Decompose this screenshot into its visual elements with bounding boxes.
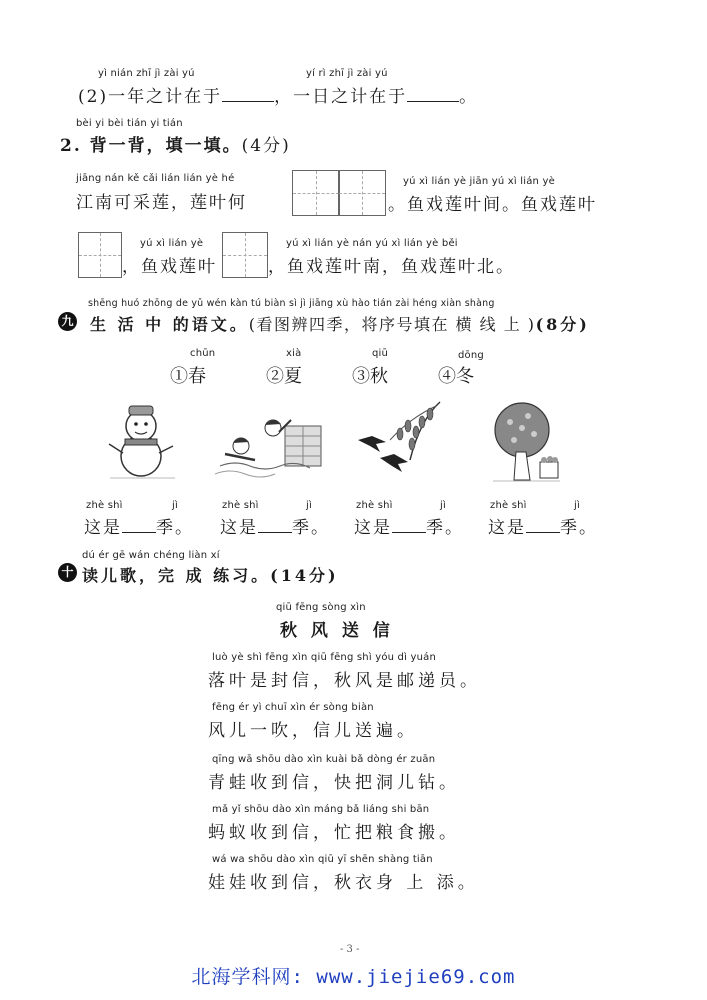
- sec9-pinyin: shēng huó zhōng de yǔ wén kàn tú biàn sì jì jiāng xù hào tián zài héng xiàn shàng: [88, 298, 495, 309]
- poem-line-pinyin: fēng ér yì chuī xìn ér sòng biàn: [212, 702, 374, 713]
- poem-title: 秋 风 送 信: [280, 621, 394, 641]
- answer-text-b: 季。: [560, 518, 598, 538]
- answer-text-a: 这是: [354, 518, 392, 538]
- poem-title-pinyin: qiū fēng sòng xìn: [276, 602, 366, 613]
- sec10-title-line: [82, 563, 339, 586]
- swimming-picture: [215, 412, 325, 482]
- sec10-score: (14分): [270, 566, 339, 585]
- season-pinyin: xià: [286, 348, 302, 359]
- snowman-picture: [105, 398, 180, 483]
- season-blank-3[interactable]: [392, 531, 426, 533]
- sec9-title: 生 活 中 的语文。: [90, 315, 249, 334]
- answer-text-a: 这是: [220, 518, 258, 538]
- q1-blank-a[interactable]: [222, 100, 274, 102]
- season-answer-4: [488, 513, 598, 538]
- q1-text-b: ，一日之计在于: [274, 87, 408, 107]
- answer-pinyin-b: jì: [172, 500, 178, 511]
- q2-title: [60, 131, 291, 156]
- season-answer-1: [84, 513, 194, 538]
- q1-end: 。: [459, 87, 479, 107]
- q2-line2-pinyin-a: yú xì lián yè: [140, 238, 204, 249]
- season-answer-2: [220, 513, 330, 538]
- answer-grid-box[interactable]: [338, 170, 386, 216]
- season-pinyin: dōng: [458, 350, 484, 361]
- poem-line-1: 落叶是封信，秋风是邮递员。: [208, 671, 481, 691]
- sec10-pinyin: dú ér gē wán chéng liàn xí: [82, 550, 220, 561]
- poem-line-pinyin: qīng wā shōu dào xìn kuài bǎ dòng ér zuān: [212, 754, 436, 765]
- q2-title-pinyin: bèi yi bèi tián yi tián: [76, 118, 183, 129]
- sec9-score: (8分): [535, 315, 590, 334]
- answer-pinyin-a: zhè shì: [356, 500, 393, 511]
- answer-pinyin-a: zhè shì: [86, 500, 123, 511]
- q1-text-a: (2)一年之计在于: [78, 87, 223, 107]
- poem-line-pinyin: wá wa shōu dào xìn qiū yī shēn shàng tiān: [212, 854, 433, 865]
- answer-grid-box[interactable]: [222, 232, 268, 278]
- answer-text-b: 季。: [292, 518, 330, 538]
- answer-pinyin-a: zhè shì: [222, 500, 259, 511]
- season-label-spring: ①春: [170, 366, 206, 387]
- answer-pinyin-b: jì: [440, 500, 446, 511]
- season-label-autumn: ③秋: [352, 366, 388, 387]
- answer-grid-box[interactable]: [292, 170, 340, 216]
- season-pinyin: chūn: [190, 348, 216, 359]
- q2-line2-pinyin-b: yú xì lián yè nán yú xì lián yè běi: [286, 238, 458, 249]
- swallows-willow-picture: [350, 400, 445, 480]
- q1-pinyin-a: yì nián zhī jì zài yú: [98, 68, 195, 79]
- season-answer-3: [354, 513, 464, 538]
- q2-line2-text-b: ，鱼戏莲叶南，鱼戏莲叶北。: [268, 257, 515, 277]
- footer-watermark[interactable]: 北海学科网: www.jiejie69.com: [191, 966, 516, 988]
- q2-title-text: 2. 背一背，填一填。: [60, 136, 242, 156]
- season-label-summer: ②夏: [266, 366, 302, 387]
- q2-line1-text-a: 江南可采莲，莲叶何: [76, 193, 247, 213]
- answer-pinyin-b: jì: [306, 500, 312, 511]
- q1-pinyin-b: yí rì zhī jì zài yú: [306, 68, 388, 79]
- season-blank-4[interactable]: [526, 531, 560, 533]
- fruit-tree-picture: [488, 400, 563, 485]
- sec9-title-line: [90, 312, 590, 335]
- answer-text-a: 这是: [488, 518, 526, 538]
- poem-line-pinyin: luò yè shì fēng xìn qiū fēng shì yóu dì yuán: [212, 652, 436, 663]
- answer-text-b: 季。: [156, 518, 194, 538]
- season-label-winter: ④冬: [438, 366, 474, 387]
- poem-line-5: 娃娃收到信，秋衣身 上 添。: [208, 873, 479, 893]
- season-pinyin: qiū: [372, 348, 389, 359]
- season-blank-2[interactable]: [258, 531, 292, 533]
- sec10-title: 读儿歌，完 成 练习。: [82, 566, 271, 585]
- sec9-instruction: (看图辨四季，将序号填在 横 线 上 ): [248, 315, 536, 334]
- q2-line1-pinyin-b: yú xì lián yè jiān yú xì lián yè: [403, 176, 555, 187]
- poem-line-2: 风儿一吹，信儿送遍。: [208, 721, 418, 741]
- answer-grid-box[interactable]: [78, 232, 122, 278]
- q2-line1-pinyin-a: jiāng nán kě cǎi lián lián yè hé: [76, 173, 235, 184]
- poem-line-3: 青蛙收到信，快把洞儿钻。: [208, 773, 460, 793]
- answer-text-a: 这是: [84, 518, 122, 538]
- poem-line-4: 蚂蚁收到信，忙把粮食搬。: [208, 823, 460, 843]
- poem-line-pinyin: mǎ yǐ shōu dào xìn máng bǎ liáng shi bān: [212, 804, 430, 815]
- answer-pinyin-b: jì: [574, 500, 580, 511]
- answer-text-b: 季。: [426, 518, 464, 538]
- section-10-badge: 十: [58, 563, 77, 582]
- q1-line: [78, 82, 478, 107]
- season-blank-1[interactable]: [122, 531, 156, 533]
- q2-score: (4分): [241, 136, 291, 156]
- answer-pinyin-a: zhè shì: [490, 500, 527, 511]
- page-number: - 3 -: [340, 944, 360, 955]
- q1-blank-b[interactable]: [407, 100, 459, 102]
- q2-line2-text-a: ，鱼戏莲叶: [122, 257, 217, 277]
- q2-line1-text-b: 。鱼戏莲叶间。鱼戏莲叶: [388, 195, 597, 215]
- section-9-badge: 九: [58, 312, 77, 331]
